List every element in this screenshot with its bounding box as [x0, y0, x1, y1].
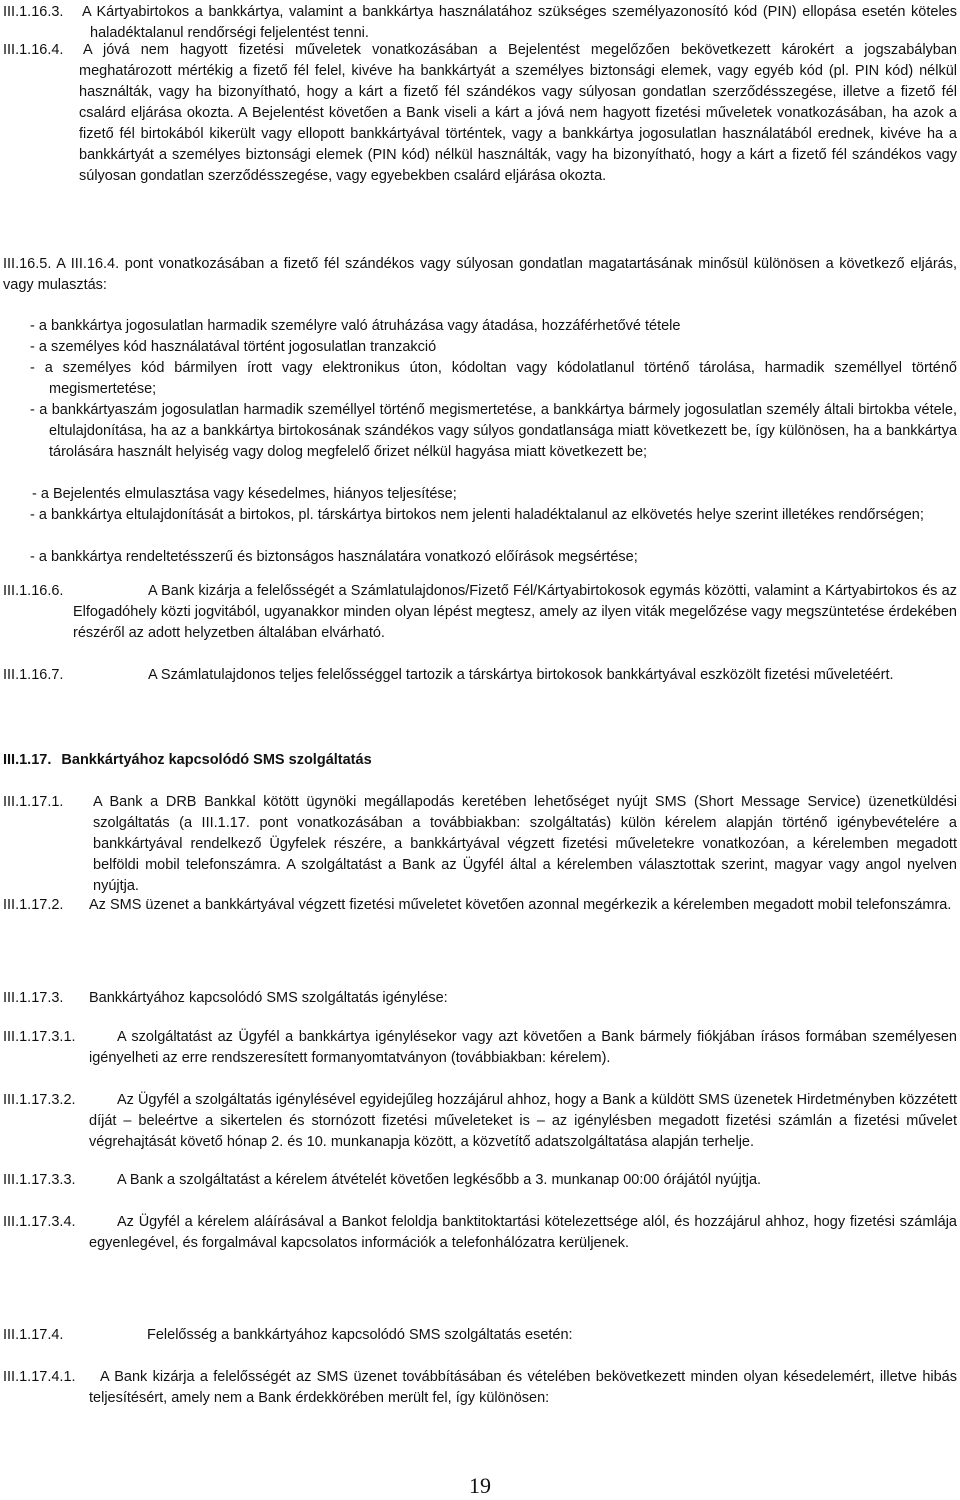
paragraph-17-3-1 [3, 1027, 957, 1069]
section-number: III.1.17.3.3. [3, 1172, 76, 1188]
paragraph-text: Az Ügyfél a szolgáltatás igénylésével egyidejűleg hozzájárul ahhoz, hogy a Bank a küldött SMS üzenetek Hirdetményben közzétett díját – beleértve a sikertelen és stornózott fizetési műveleteket is – az igénylésben megadott fizetési számlán a fizetési művelet végrehajtását követő hónap 2. és 10. munkanapja között, a közvetítő adatszolgáltatása alapján terhelje. [89, 1092, 957, 1150]
paragraph-16-4 [3, 40, 957, 187]
page-number: 19 [469, 1473, 491, 1498]
paragraph-17-3-2 [3, 1090, 957, 1153]
paragraph-17-2 [3, 895, 957, 916]
paragraph-text: A Bank kizárja a felelősségét az SMS üzenet továbbításában és vételében bekövetkezett minden olyan késedelemért, illetve hibás teljesítésért, amely nem a Bank érdekkörében merült fel, így különösen: [89, 1369, 957, 1406]
paragraph-text: A Bank a DRB Bankkal kötött ügynöki megállapodás keretében lehetőséget nyújt SMS (Short Message Service) üzenetküldési szolgáltatás (a III.1.17. pont vonatkozásában a továbbiakban: szolgáltatás) külön kérelem alapján történő igénybevételére a bankkártyával rendelkező Ügyfelek részére, a bankkártyával végzett fizetési műveletekre vonatkozóan, a kérelemben megadott belföldi mobil telefonszámra. A szolgáltatást a Bank az Ügyfél által a kérelemben választottak szerint, magyar vagy angol nyelven nyújtja. [93, 794, 957, 894]
paragraph-16-7 [3, 665, 957, 686]
paragraph-17-3-3 [3, 1170, 957, 1191]
bullet-item: - a bankkártya eltulajdonítását a birtokos, pl. társkártya birtokos nem jelenti haladéktalanul az elkövetés helye szerint illetékes rendőrségen; [30, 507, 924, 523]
section-number: III.1.17.4. [3, 1327, 64, 1343]
paragraph-17-3-4 [3, 1212, 957, 1254]
heading-title: Bankkártyához kapcsolódó SMS szolgáltatás [61, 752, 372, 768]
paragraph-text: A szolgáltatást az Ügyfél a bankkártya igénylésekor vagy azt követően a Bank bármely fiókjában írásos formában személyesen igényelheti az erre rendszeresített formanyomtatványon (továbbiakban: kérelem). [89, 1029, 957, 1066]
paragraph-text: A Bank a szolgáltatást a kérelem átvételét követően legkésőbb a 3. munkanap 00:00 órájától nyújtja. [117, 1172, 762, 1188]
section-number: III.1.16.6. [3, 583, 64, 599]
bullet-item: - a Bejelentés elmulasztása vagy késedelmes, hiányos teljesítése; [32, 486, 457, 502]
heading-number: III.1.17. [3, 752, 52, 768]
section-number: III.1.17.3. [3, 990, 64, 1006]
section-number: III.1.17.1. [3, 794, 64, 810]
section-number: III.1.16.4. [3, 42, 64, 58]
paragraph-16-5: III.16.5. A III.16.4. pont vonatkozásában a fizető fél szándékos vagy súlyosan gondatlan magatartásának minősül különösen a következő eljárás, vagy mulasztás: [3, 256, 957, 293]
section-number: III.1.17.4.1. [3, 1369, 76, 1385]
section-number: III.1.17.3.4. [3, 1214, 76, 1230]
bullet-item: - a személyes kód bármilyen írott vagy elektronikus úton, kódoltan vagy kódolatlanul történő tárolása, harmadik személlyel történő megismertetése; [30, 360, 957, 397]
paragraph-text: Felelősség a bankkártyához kapcsolódó SMS szolgáltatás esetén: [147, 1327, 573, 1343]
paragraph-text: Az Ügyfél a kérelem aláírásával a Bankot feloldja banktitoktartási kötelezettsége alól, és hozzájárul ahhoz, hogy fizetési számlája egyenlegével, és forgalmával kapcsolatos információk a telefonhálózatra kerüljenek. [89, 1214, 957, 1251]
paragraph-16-3 [3, 2, 957, 44]
paragraph-text: Az SMS üzenet a bankkártyával végzett fizetési műveletet követően azonnal megérkezik a kérelemben megadott mobil telefonszámra. [89, 897, 952, 913]
section-number: III.1.16.3. [3, 4, 64, 20]
bullet-item: - a bankkártya rendeltetésszerű és biztonságos használatára vonatkozó előírások megsértése; [30, 549, 638, 565]
paragraph-text: A Számlatulajdonos teljes felelősséggel tartozik a társkártya birtokosok bankkártyával eszközölt fizetési műveletéért. [148, 667, 894, 683]
paragraph-text: A Kártyabirtokos a bankkártya, valamint a bankkártya használatához szükséges személyazonosító kód (PIN) ellopása esetén köteles haladéktalanul rendőrségi feljelentést tenni. [82, 4, 957, 41]
section-number: III.1.16.7. [3, 667, 64, 683]
paragraph-17-4-1 [3, 1367, 957, 1409]
paragraph-text: A Bank kizárja a felelősségét a Számlatulajdonos/Fizető Fél/Kártyabirtokosok egymás közötti, valamint a Kártyabirtokos és az Elfogadóhely közti jogvitából, ugyanakkor minden olyan lépést megtesz, amely az ilyen viták megelőzése vagy megszüntetése érdekében részéről az adott helyzetben általában elvárható. [73, 583, 957, 641]
paragraph-17-3 [3, 988, 957, 1009]
paragraph-text: A jóvá nem hagyott fizetési műveletek vonatkozásában a Bejelentést megelőzően bekövetkezett károkért a jogszabályban meghatározott mértékig a fizető fél felel, kivéve ha bankkártyát a személyes biztonsági elemek, vagy egyéb kód (pl. PIN kód) nélkül használták, vagy ha bizonyítható, hogy a kárt a fizető fél szándékos vagy súlyosan gondatlan szerződésszegése, illetve a fizető fél csalárd eljárása okozta. A Bejelentést követően a Bank viseli a kárt a jóvá nem hagyott fizetési műveletek vonatkozásában, ha azok a fizető fél birtokából kikerült vagy ellopott bankkártyával történtek, vagy a bankkártya jogosulatlan használatából erednek, kivéve ha a bankkártyát a személyes biztonsági elemek (PIN kód) nélkül használták, vagy ha bizonyítható, hogy a kárt a fizető fél szándékos vagy súlyosan gondatlan szerződésszegése, vagy egyebekben csalárd eljárása okozta. [79, 42, 957, 184]
section-number: III.1.17.3.2. [3, 1092, 76, 1108]
bullet-item: - a bankkártya jogosulatlan harmadik személyre való átruházása vagy átadása, hozzáférhetővé tétele [30, 318, 681, 334]
bullet-item: - a személyes kód használatával történt jogosulatlan tranzakció [30, 339, 437, 355]
paragraph-text: Bankkártyához kapcsolódó SMS szolgáltatás igénylése: [89, 990, 448, 1006]
bullet-item: - a bankkártyaszám jogosulatlan harmadik személlyel történő megismertetése, a bankkártya bármely jogosulatlan személy általi birtokba vétele, eltulajdonítása, ha az a bankkártya birtokosának szándékos vagy súlyos gondatlansága miatt következett be, így különösen, ha a bankkártya tárolására használt helyiség vagy dolog megfelelő őrizet nélkül hagyása miatt következett be; [30, 402, 957, 460]
section-number: III.1.17.2. [3, 897, 64, 913]
paragraph-17-4 [3, 1325, 957, 1346]
paragraph-16-6 [3, 581, 957, 644]
section-number: III.1.17.3.1. [3, 1029, 76, 1045]
paragraph-17-1 [3, 792, 957, 897]
section-heading [3, 750, 957, 771]
